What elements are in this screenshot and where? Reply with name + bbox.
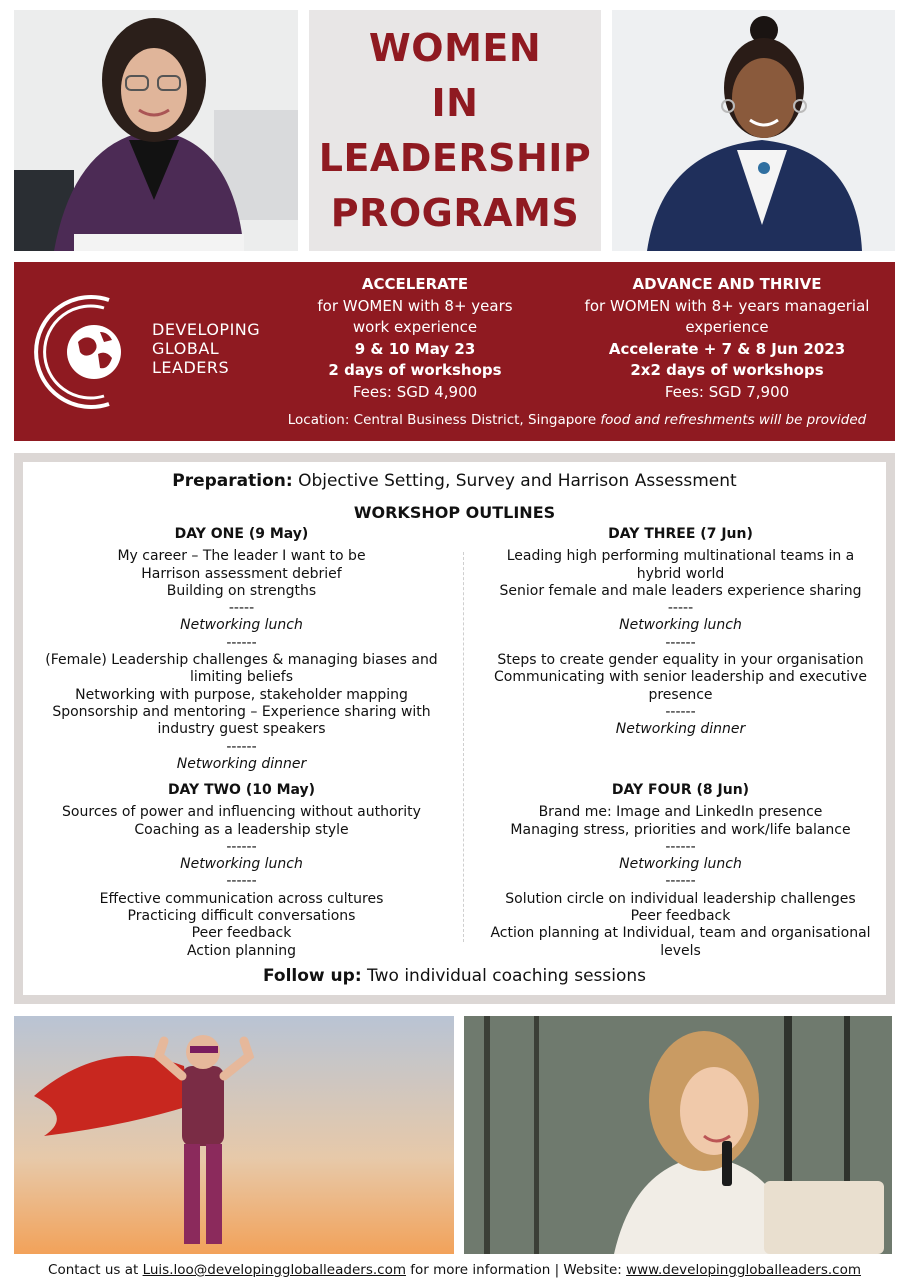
day-one-item: (Female) Leadership challenges & managing biases and limiting beliefs [45, 652, 438, 686]
day-one-item: My career – The leader I want to be [117, 548, 366, 565]
workshop-outline-frame [14, 453, 895, 1004]
day-two-item: Coaching as a leadership style [134, 821, 349, 838]
day-one-separator: ------ [226, 738, 257, 755]
woman-glasses-illustration [14, 10, 298, 251]
photo-girl-superhero [14, 1016, 454, 1254]
day-one-item: Networking with purpose, stakeholder mapping [75, 686, 408, 703]
preparation-label: Preparation: [172, 471, 293, 491]
logo-line-1: DEVELOPING [152, 320, 261, 339]
day-four-lunch: Networking lunch [619, 856, 742, 873]
woman-phone-illustration [464, 1016, 892, 1254]
day-four-item: Brand me: Image and LinkedIn presence [538, 804, 823, 821]
follow-up-text: Two individual coaching sessions [361, 966, 646, 986]
title-line-1: WOMEN [368, 25, 542, 70]
advance-audience-1: for WOMEN with 8+ years managerial [584, 296, 870, 315]
woman-blazer-illustration [612, 10, 895, 251]
day-one-dinner: Networking dinner [176, 755, 307, 772]
advance-fees: Fees: SGD 7,900 [664, 382, 790, 401]
follow-up-line [23, 966, 886, 986]
title-box [309, 10, 601, 251]
location-text: Location: Central Business District, Singapore [287, 412, 601, 428]
day-three-item: Steps to create gender equality in your organisation [497, 652, 864, 669]
advance-audience-2: experience [685, 318, 769, 336]
title-line-3: LEADERSHIP [318, 135, 592, 180]
day-one-separator: ------ [226, 634, 257, 651]
day-one-item: Sponsorship and mentoring – Experience sharing with industry guest speakers [52, 703, 431, 738]
location-note: food and refreshments will be provided [600, 412, 867, 428]
day-four-block [488, 782, 873, 960]
photo-woman-glasses [14, 10, 298, 251]
day-four-item: Peer feedback [630, 908, 731, 925]
follow-up-label: Follow up: [263, 966, 362, 986]
day-three-separator: ------ [665, 703, 696, 720]
girl-superhero-illustration [14, 1016, 454, 1254]
day-two-item: Action planning [186, 942, 297, 959]
accelerate-name: ACCELERATE [361, 275, 469, 293]
day-two-title: DAY TWO (10 May) [167, 782, 316, 798]
day-two-block [39, 782, 444, 960]
day-three-separator: ------ [665, 634, 696, 651]
accelerate-audience-2: work experience [352, 318, 478, 336]
workshop-outline-panel [23, 462, 886, 995]
day-two-item: Peer feedback [191, 925, 292, 942]
day-two-item: Practicing difficult conversations [127, 908, 356, 925]
day-three-title: DAY THREE (7 Jun) [608, 526, 753, 542]
footer-prefix: Contact us at [48, 1262, 143, 1278]
day-one-separator: ----- [228, 600, 255, 617]
logo-line-2: GLOBAL [152, 339, 220, 358]
advance-name: ADVANCE AND THRIVE [632, 275, 822, 293]
day-two-item: Effective communication across cultures [99, 890, 384, 907]
day-three-lunch: Networking lunch [619, 617, 742, 634]
day-four-title: DAY FOUR (8 Jun) [611, 782, 750, 798]
program-banner [14, 262, 895, 441]
day-two-separator: ------ [226, 838, 257, 855]
day-four-item: Managing stress, priorities and work/life balance [510, 821, 851, 838]
day-two-item: Sources of power and influencing without authority [62, 804, 421, 821]
day-two-separator: ------ [226, 873, 257, 890]
title-line-2: IN [431, 80, 479, 125]
logo-line-3: LEADERS [152, 358, 230, 377]
day-three-item: Leading high performing multinational teams in a hybrid world [506, 548, 855, 582]
day-four-item: Action planning at Individual, team and organisational levels [490, 925, 871, 959]
footer-middle: for more information | Website: [405, 1262, 627, 1278]
day-one-item: Harrison assessment debrief [141, 565, 342, 582]
program-accelerate [300, 274, 530, 403]
day-three-dinner: Networking dinner [615, 721, 746, 738]
advance-dates: Accelerate + 7 & 8 Jun 2023 [608, 339, 846, 358]
location-line [14, 412, 895, 428]
photo-woman-blazer [612, 10, 895, 251]
day-one-title: DAY ONE (9 May) [174, 526, 309, 542]
accelerate-fees: Fees: SGD 4,900 [352, 382, 478, 401]
contact-footer [0, 1262, 909, 1278]
logo [34, 292, 274, 412]
program-advance [574, 274, 880, 403]
day-three-separator: ----- [667, 600, 694, 617]
title-line-4: PROGRAMS [330, 190, 580, 235]
day-three-block [488, 526, 873, 739]
accelerate-duration: 2 days of workshops [328, 361, 502, 379]
day-three-item: Communicating with senior leadership and executive presence [494, 669, 867, 703]
day-two-lunch: Networking lunch [180, 856, 303, 873]
website-link[interactable]: www.developinggloballeaders.com [626, 1262, 861, 1278]
logo-text [152, 320, 260, 377]
globe-logo-icon [34, 292, 154, 412]
workshop-outlines-heading: WORKSHOP OUTLINES [353, 503, 556, 522]
day-four-separator: ------ [665, 873, 696, 890]
contact-email-link[interactable]: Luis.loo@developinggloballeaders.com [142, 1262, 406, 1278]
preparation-line [23, 471, 886, 491]
day-four-item: Solution circle on individual leadership challenges [505, 890, 856, 907]
day-one-lunch: Networking lunch [180, 617, 303, 634]
accelerate-dates: 9 & 10 May 23 [354, 339, 476, 358]
day-three-item: Senior female and male leaders experience sharing [499, 582, 862, 599]
day-one-item: Building on strengths [166, 582, 317, 599]
accelerate-audience-1: for WOMEN with 8+ years [317, 296, 513, 315]
day-one-block [39, 526, 444, 773]
column-divider [463, 552, 464, 942]
preparation-text: Objective Setting, Survey and Harrison Assessment [292, 471, 737, 491]
advance-duration: 2x2 days of workshops [630, 361, 824, 379]
day-four-separator: ------ [665, 838, 696, 855]
photo-woman-phone [464, 1016, 892, 1254]
